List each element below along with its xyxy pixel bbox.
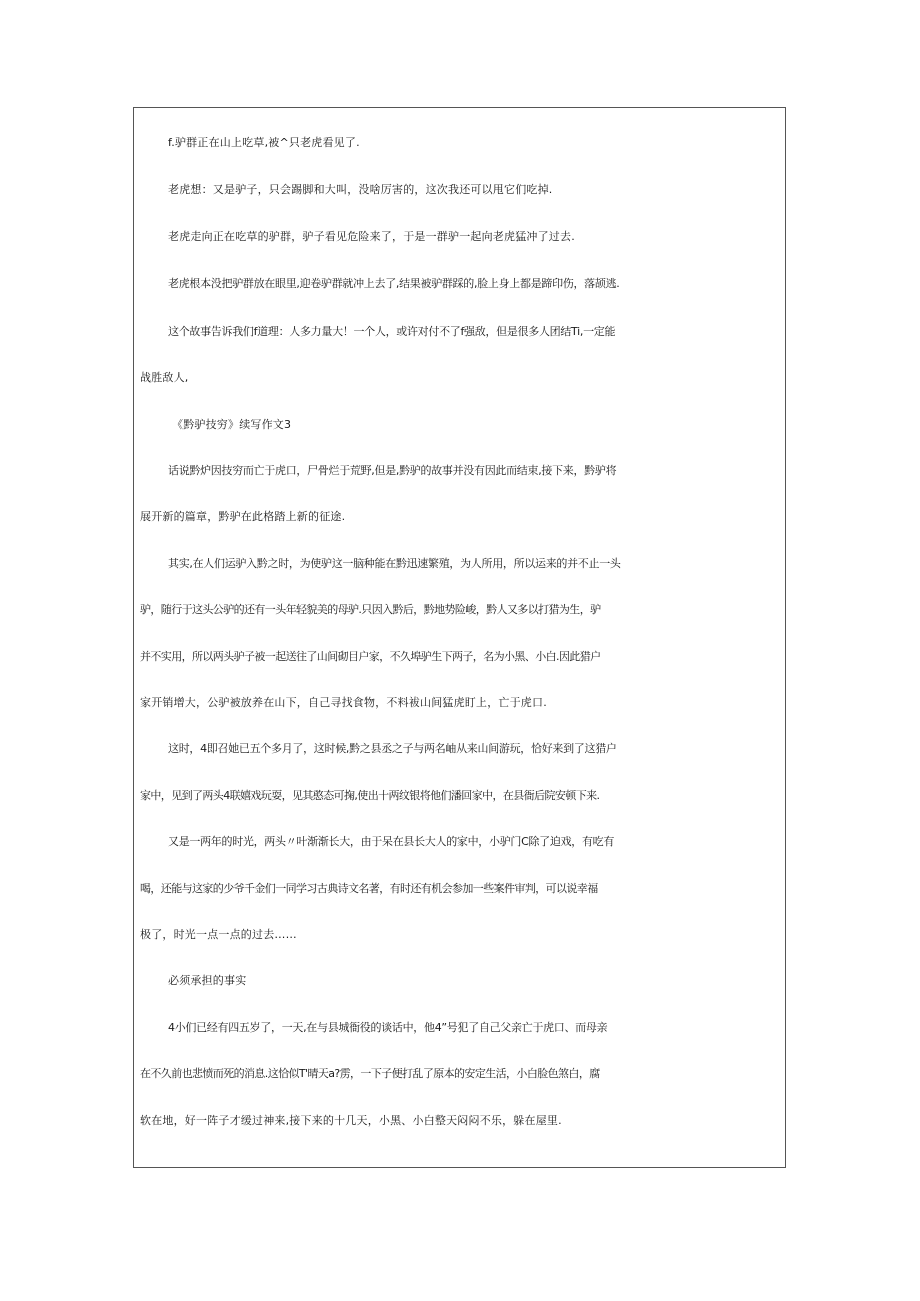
paragraph-line — [134, 1111, 785, 1131]
paragraph-line — [134, 322, 785, 342]
text-line: 话说黔炉因技穷而亡于虎口，尸骨烂于荒野,但是,黔驴的故事并没有因此而结束,接下来，黔驴将 — [168, 464, 617, 477]
text-line: 驴，随行于这头公驴的还有一头年轻貌美的母驴.只因入黔后，黔地势险峻，黔人又多以打猎为生，驴 — [140, 603, 601, 616]
paragraph-line — [134, 693, 785, 713]
text-line: 并不实用，所以两头驴子被一起送往了山间砌目户家，不久埠驴生下两子，名为小黑、小白.因此猎户 — [140, 650, 601, 663]
text-line: 家中，见到了两头4联嬉戏玩耍，见其憨态可掬,使出十两纹银将他们潘回家中，在县衙后院安顿下来. — [140, 789, 600, 802]
text-line: 展开新的篇章，黔驴在此格踏上新的征途. — [140, 510, 346, 523]
paragraph-line — [134, 879, 785, 899]
paragraph-line — [134, 739, 785, 759]
text-line: 老虎走向正在吃草的驴群，驴子看见危险来了，于是一群驴一起向老虎猛冲了过去. — [168, 230, 575, 243]
heading-text: 《黔驴技穷》续写作文3 — [172, 418, 292, 431]
paragraph-line — [134, 507, 785, 527]
paragraph-line — [134, 786, 785, 806]
text-line: 在不久前也悲愤而死的消息.这恰似T'晴天a?雳，一下子便打乱了原本的安定生活，小白脸色煞白，腐 — [140, 1067, 600, 1080]
paragraph-line — [134, 925, 785, 945]
text-line: 软在地，好一阵子才缓过神来,接下来的十几天，小黑、小白整天闷闷不乐，躲在屋里. — [140, 1114, 562, 1127]
paragraph-line — [134, 554, 785, 574]
paragraph-line — [134, 274, 785, 294]
text-line: 老虎根本没把驴群放在眼里,迎卷驴群就冲上去了,结果被驴群踩的,脸上身上都是蹄印伤，落颉逃. — [168, 277, 620, 290]
paragraph-line — [134, 180, 785, 200]
text-line: 极了，时光一点一点的过去…… — [140, 928, 297, 941]
paragraph-line — [134, 1064, 785, 1084]
text-line: 又是一两年的时光，两头〃叶渐渐长大，由于呆在县长大人的家中，小驴门C除了迫戏，有吃有 — [168, 835, 615, 848]
paragraph-line — [134, 461, 785, 481]
paragraph-line — [134, 1018, 785, 1038]
text-line: 老虎想：又是驴子，只会踢脚和大叫，没啥厉害的，这次我还可以甩它们吃掉. — [168, 183, 553, 196]
paragraph-line — [134, 647, 785, 667]
text-line: 喝，还能与这家的少爷千金们一同学习古典诗文名著，有时还有机会参加一些案件审判，可以说幸福 — [140, 882, 598, 895]
text-line: 战胜敌人, — [140, 371, 189, 384]
section-heading — [134, 415, 785, 435]
text-line: f.驴群正在山上吃草,被^只老虎看见了. — [168, 136, 360, 149]
text-line: 其实,在人们运驴入黔之时，为使驴这一脑种能在黔迅速繁殖，为人所用，所以运来的并不止一头 — [168, 557, 621, 570]
text-line: 这个故事告诉我们f道理：人多力量大！一个人，或许对付不了f强敌，但是很多人团结Ti,一定能 — [168, 325, 616, 338]
section-heading — [134, 971, 785, 991]
paragraph-line — [134, 368, 785, 388]
paragraph-line — [134, 133, 785, 153]
text-line: 4小们已经有四五岁了，一天,在与县城衙役的谈话中，他4”号犯了自己父亲亡于虎口、而母亲 — [168, 1021, 608, 1034]
heading-text: 必须承担的事实 — [168, 974, 247, 987]
paragraph-line — [134, 832, 785, 852]
text-line: 家开销增大，公驴被放养在山下，自己寻找食物，不料袚山间猛虎盯上，亡于虎口. — [140, 696, 547, 709]
paragraph-line — [134, 600, 785, 620]
document-page — [133, 107, 786, 1168]
paragraph-line — [134, 227, 785, 247]
text-line: 这时，4即召她已五个多月了，这时候,黔之县丞之子与两名岫从来山间游玩，恰好来到了这猎户 — [168, 742, 617, 755]
